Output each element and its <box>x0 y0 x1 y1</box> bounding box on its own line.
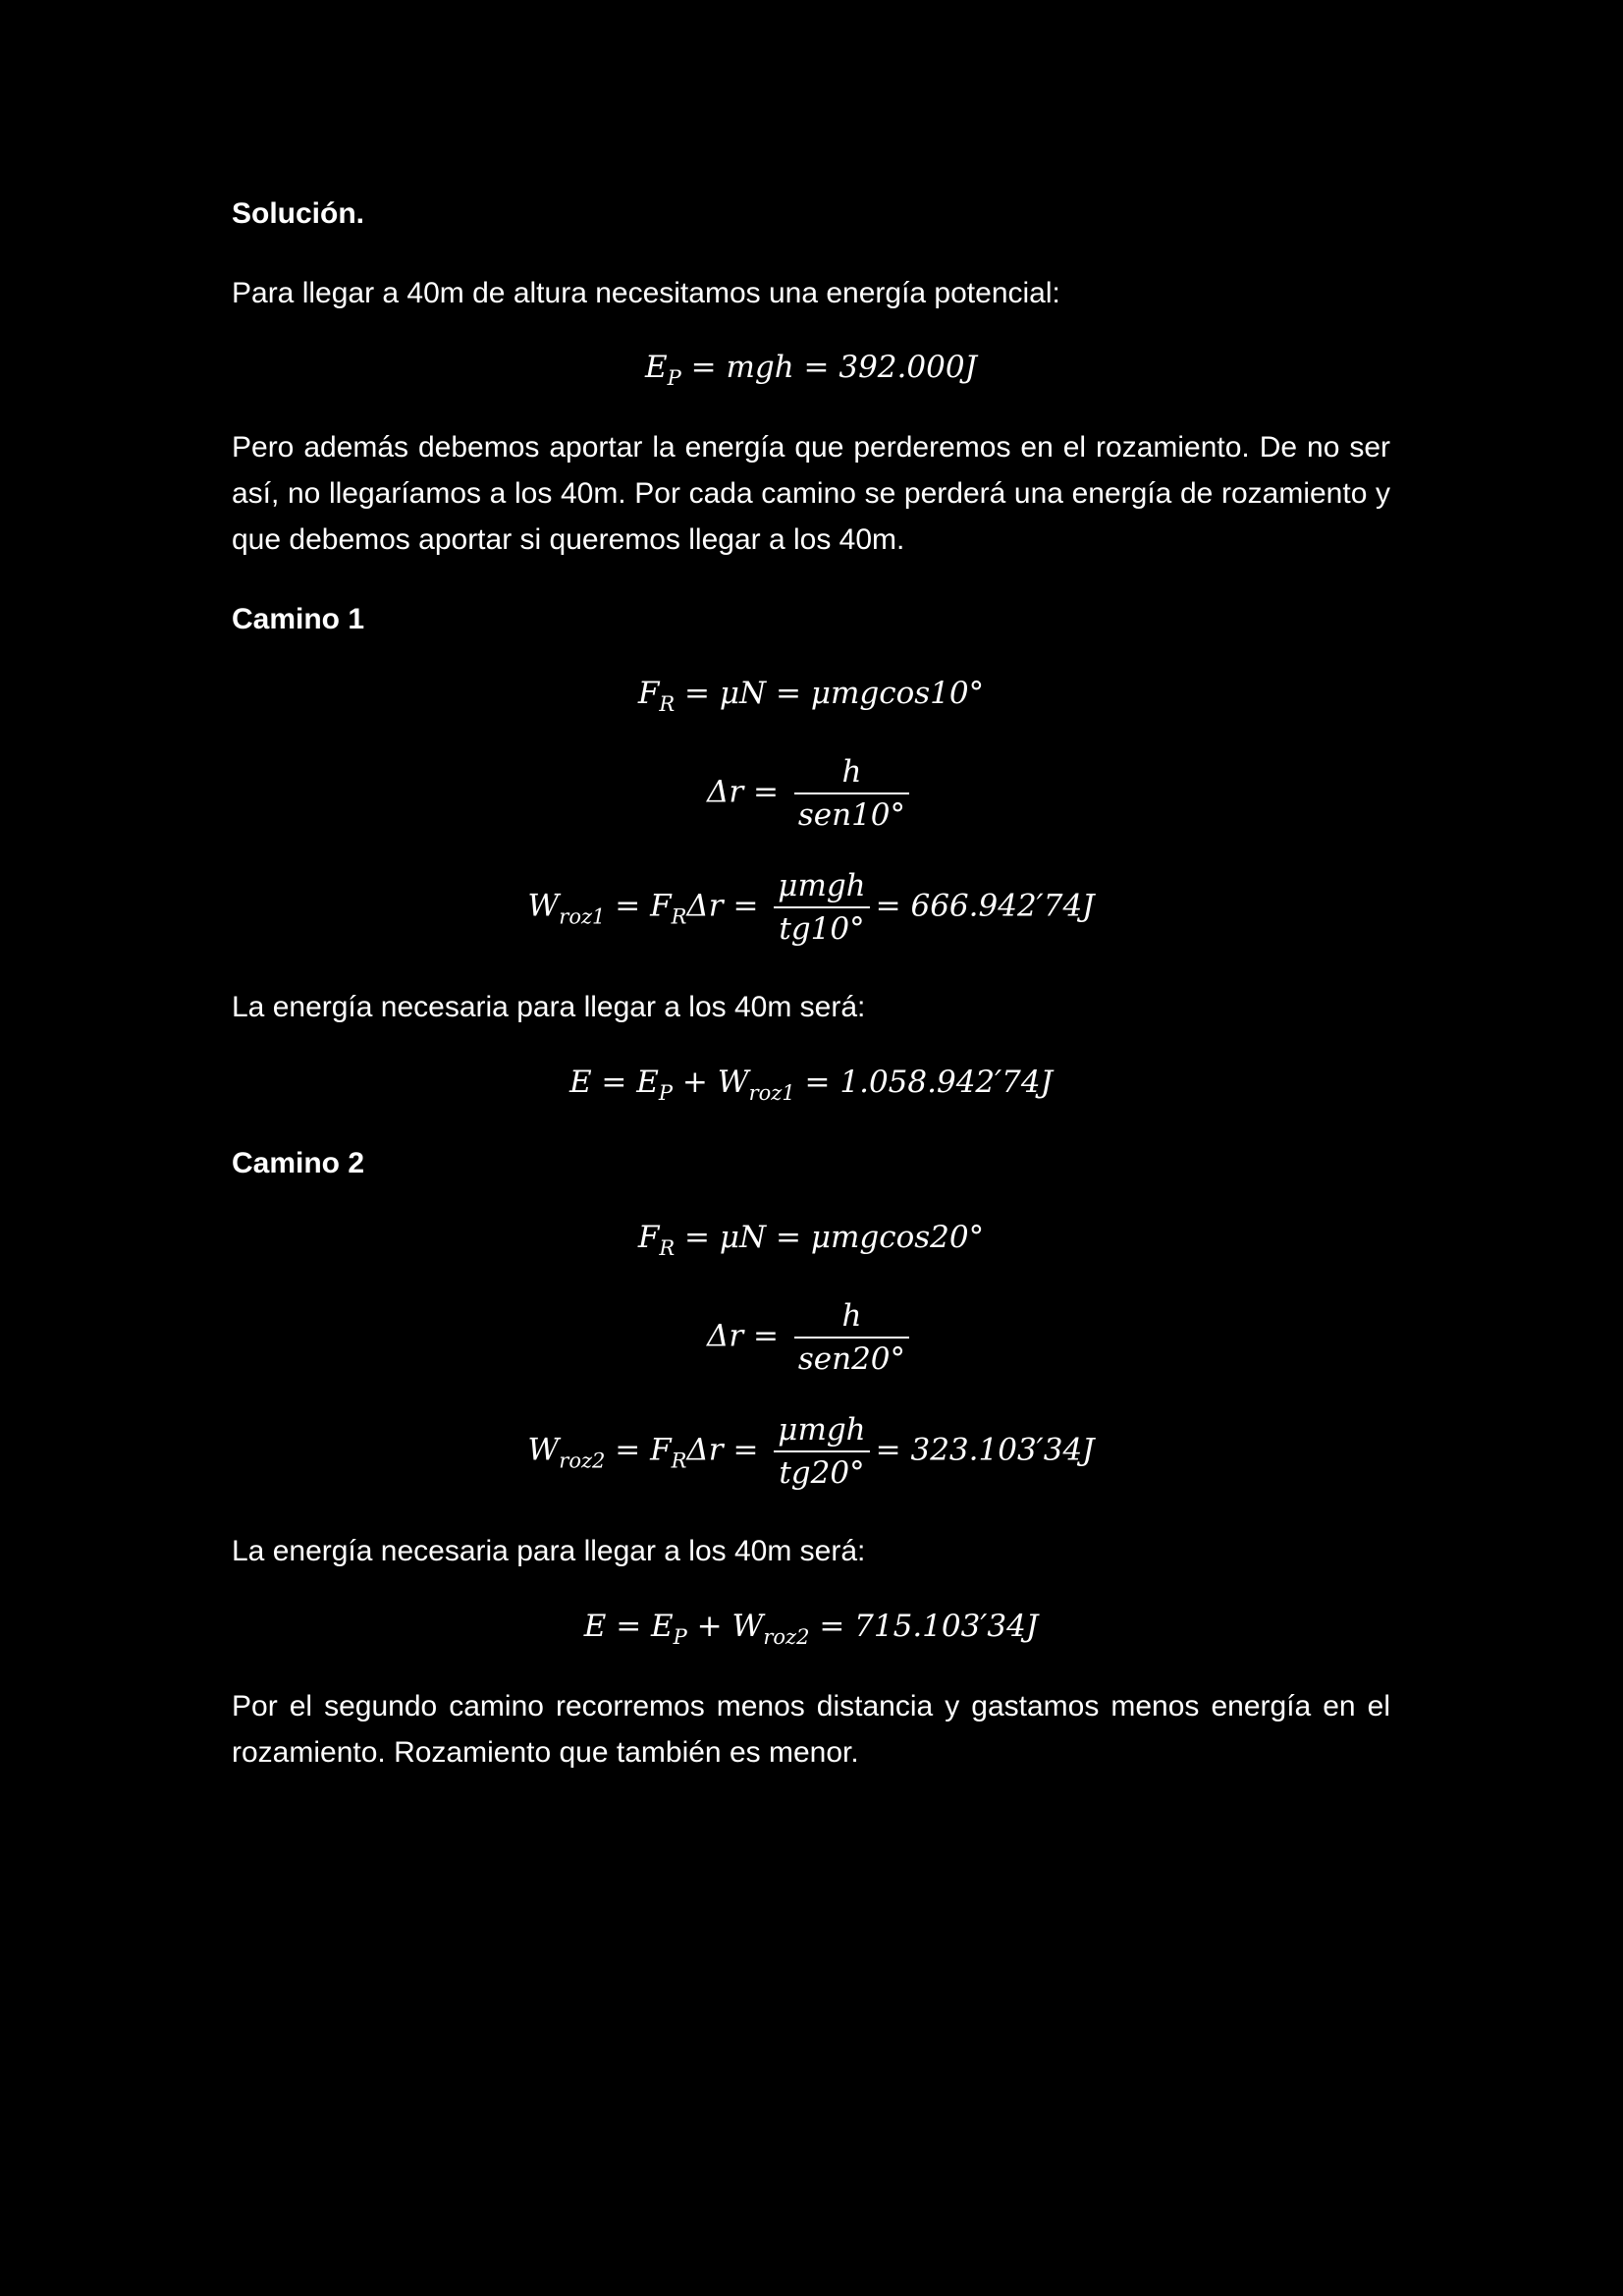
camino2-displacement <box>232 1295 1390 1380</box>
c2-e-rhs: = 715.103′34J <box>809 1609 1039 1644</box>
c2-w-mid2: Δr = <box>686 1432 769 1468</box>
camino1-total-energy <box>232 1065 1390 1105</box>
c1-w-num: μmgh <box>774 865 869 908</box>
c2-dr-fraction <box>794 1295 909 1380</box>
c2-w-rhs: = 323.103′34J <box>875 1432 1095 1468</box>
camino2-title: Camino 2 <box>232 1147 365 1179</box>
c1-dr-den: sen10° <box>797 797 906 833</box>
equation-potential-energy <box>232 350 1390 390</box>
c1-dr-num: h <box>794 751 909 794</box>
c2-w-num: μmgh <box>774 1409 869 1452</box>
c2-w-sub: roz2 <box>559 1449 606 1473</box>
c1-w-den: tg10° <box>779 911 865 947</box>
c2-dr-num: h <box>794 1295 909 1339</box>
c2-fr-lhs: F <box>637 1220 660 1255</box>
c1-w-mid2: Δr = <box>686 888 769 924</box>
paragraph-conclusion: Por el segundo camino recorremos menos distancia y gastamos menos energía en el rozamiento. Rozamiento que también es menor. <box>232 1690 1390 1769</box>
c2-w-lhs: W <box>527 1432 560 1468</box>
c2-w-fraction <box>774 1409 869 1494</box>
c2-e-mid: + W <box>686 1609 764 1644</box>
c1-w-sub: roz1 <box>559 904 606 929</box>
camino1-title: Camino 1 <box>232 603 365 635</box>
camino2-need-text: La energía necesaria para llegar a los 40m será: <box>232 1535 866 1567</box>
paragraph-friction: Pero además debemos aportar la energía que perderemos en el rozamiento. De no ser así, no llegaríamos a los 40m. Por cada camino se perderá una energía de rozamiento y que debemos aportar si queremos llegar a los 40m. <box>232 431 1390 556</box>
camino1-friction-force <box>232 676 1390 716</box>
camino2-total-energy <box>232 1609 1390 1649</box>
c2-e-sub1: P <box>673 1625 687 1649</box>
c2-fr-rhs: = μN = μmgcos20° <box>675 1220 985 1255</box>
eq-ep-rhs: = mgh = 392.000J <box>680 350 977 385</box>
camino2-work <box>232 1409 1390 1494</box>
c1-w-rhs: = 666.942′74J <box>875 888 1095 924</box>
camino1-work <box>232 865 1390 950</box>
camino1-need-text: La energía necesaria para llegar a los 40m será: <box>232 991 866 1023</box>
c2-w-mid-sub: R <box>671 1449 687 1473</box>
c1-w-mid-sub: R <box>671 904 687 929</box>
c1-e-rhs: = 1.058.942′74J <box>794 1065 1054 1100</box>
c2-e-sub2: roz2 <box>763 1625 810 1649</box>
eq-ep-lhs: E <box>645 350 668 385</box>
camino2-friction-force <box>232 1220 1390 1260</box>
camino1-displacement <box>232 751 1390 836</box>
paragraph-intro: Para llegar a 40m de altura necesitamos una energía potencial: <box>232 277 1060 309</box>
c1-fr-sub: R <box>659 692 676 716</box>
c1-w-mid1: = F <box>605 888 672 924</box>
c2-dr-den: sen20° <box>797 1341 906 1377</box>
c1-dr-fraction <box>794 751 909 836</box>
c1-e-sub2: roz1 <box>748 1081 795 1105</box>
c1-dr-lhs: Δr = <box>706 774 788 810</box>
c1-fr-rhs: = μN = μmgcos10° <box>675 676 985 711</box>
eq-ep-sub: P <box>667 366 681 390</box>
c1-e-mid: + W <box>673 1065 749 1100</box>
c1-w-fraction <box>774 865 869 950</box>
c2-w-den: tg20° <box>779 1455 865 1491</box>
c1-w-lhs: W <box>527 888 560 924</box>
c2-fr-sub: R <box>659 1236 676 1260</box>
c2-e-lhs: E = E <box>583 1609 674 1644</box>
c1-e-sub1: P <box>658 1081 674 1105</box>
solution-heading: Solución. <box>232 197 364 230</box>
c1-e-lhs: E = E <box>568 1065 659 1100</box>
c1-fr-lhs: F <box>637 676 660 711</box>
c2-w-mid1: = F <box>605 1432 672 1468</box>
c2-dr-lhs: Δr = <box>706 1318 788 1354</box>
